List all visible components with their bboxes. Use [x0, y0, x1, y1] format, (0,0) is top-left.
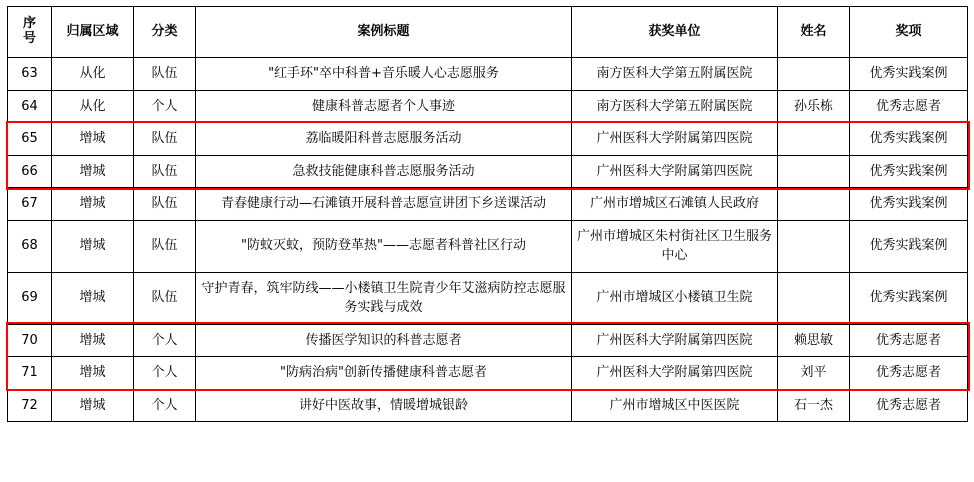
cell-title: 讲好中医故事，情暖增城银龄 [196, 389, 572, 422]
cell-award: 优秀志愿者 [850, 389, 968, 422]
cell-region: 增城 [52, 123, 134, 156]
column-header-seq-line2: 号 [22, 31, 36, 46]
column-header-org: 获奖单位 [572, 7, 778, 58]
cell-title: 荔临暖阳科普志愿服务活动 [196, 123, 572, 156]
cell-type: 队伍 [134, 188, 196, 221]
cell-region: 从化 [52, 90, 134, 123]
cell-seq: 71 [8, 357, 52, 390]
table-row [8, 58, 968, 91]
table-header [8, 7, 968, 58]
cell-org: 南方医科大学第五附属医院 [572, 90, 778, 123]
cell-award: 优秀实践案例 [850, 58, 968, 91]
cell-region: 增城 [52, 188, 134, 221]
cell-org: 南方医科大学第五附属医院 [572, 58, 778, 91]
column-header-type: 分类 [134, 7, 196, 58]
cell-type: 队伍 [134, 123, 196, 156]
cell-region: 从化 [52, 58, 134, 91]
cell-org: 广州市增城区中医医院 [572, 389, 778, 422]
column-header-name: 姓名 [778, 7, 850, 58]
table-row [8, 188, 968, 221]
cell-name [778, 155, 850, 188]
cell-name [778, 220, 850, 272]
table-row [8, 272, 968, 324]
table-row [8, 324, 968, 357]
cell-type: 个人 [134, 357, 196, 390]
cell-type: 个人 [134, 389, 196, 422]
cell-award: 优秀志愿者 [850, 324, 968, 357]
cell-name: 刘平 [778, 357, 850, 390]
cell-org: 广州市增城区朱村街社区卫生服务中心 [572, 220, 778, 272]
cell-name: 石一杰 [778, 389, 850, 422]
cell-seq: 70 [8, 324, 52, 357]
column-header-title: 案例标题 [196, 7, 572, 58]
cell-award: 优秀实践案例 [850, 123, 968, 156]
cell-seq: 72 [8, 389, 52, 422]
cell-org: 广州医科大学附属第四医院 [572, 155, 778, 188]
cell-type: 队伍 [134, 58, 196, 91]
cell-title: 健康科普志愿者个人事迹 [196, 90, 572, 123]
cell-name [778, 58, 850, 91]
cell-name [778, 123, 850, 156]
cell-award: 优秀实践案例 [850, 220, 968, 272]
column-header-award: 奖项 [850, 7, 968, 58]
cell-title: "防蚊灭蚊，预防登革热"——志愿者科普社区行动 [196, 220, 572, 272]
cell-title: 青春健康行动—石滩镇开展科普志愿宣讲团下乡送课活动 [196, 188, 572, 221]
cell-org: 广州医科大学附属第四医院 [572, 324, 778, 357]
cell-seq: 66 [8, 155, 52, 188]
cell-org: 广州医科大学附属第四医院 [572, 123, 778, 156]
table-row [8, 220, 968, 272]
cell-type: 队伍 [134, 155, 196, 188]
column-header-region: 归属区域 [52, 7, 134, 58]
table-body [8, 58, 968, 422]
cell-type: 队伍 [134, 272, 196, 324]
cell-org: 广州市增城区石滩镇人民政府 [572, 188, 778, 221]
cell-org: 广州市增城区小楼镇卫生院 [572, 272, 778, 324]
cell-award: 优秀志愿者 [850, 90, 968, 123]
award-table [7, 6, 968, 422]
cell-region: 增城 [52, 357, 134, 390]
cell-seq: 63 [8, 58, 52, 91]
table-header-row [8, 7, 968, 58]
cell-seq: 64 [8, 90, 52, 123]
table-row [8, 90, 968, 123]
cell-name [778, 272, 850, 324]
cell-name [778, 188, 850, 221]
table-row [8, 357, 968, 390]
cell-region: 增城 [52, 220, 134, 272]
column-header-seq-line1: 序 [22, 16, 36, 32]
cell-award: 优秀实践案例 [850, 155, 968, 188]
cell-region: 增城 [52, 272, 134, 324]
table-row [8, 155, 968, 188]
cell-org: 广州医科大学附属第四医院 [572, 357, 778, 390]
table-row [8, 389, 968, 422]
cell-award: 优秀实践案例 [850, 272, 968, 324]
table-row [8, 123, 968, 156]
cell-region: 增城 [52, 389, 134, 422]
cell-name: 赖思敏 [778, 324, 850, 357]
cell-title: 守护青春，筑牢防线——小楼镇卫生院青少年艾滋病防控志愿服务实践与成效 [196, 272, 572, 324]
cell-title: 急救技能健康科普志愿服务活动 [196, 155, 572, 188]
cell-name: 孙乐栋 [778, 90, 850, 123]
cell-seq: 69 [8, 272, 52, 324]
cell-award: 优秀志愿者 [850, 357, 968, 390]
cell-type: 队伍 [134, 220, 196, 272]
cell-region: 增城 [52, 324, 134, 357]
cell-award: 优秀实践案例 [850, 188, 968, 221]
cell-region: 增城 [52, 155, 134, 188]
column-header-seq [8, 7, 52, 58]
cell-seq: 67 [8, 188, 52, 221]
cell-title: "红手环"卒中科普+音乐暖人心志愿服务 [196, 58, 572, 91]
cell-type: 个人 [134, 324, 196, 357]
cell-title: "防病治病"创新传播健康科普志愿者 [196, 357, 572, 390]
cell-type: 个人 [134, 90, 196, 123]
cell-seq: 65 [8, 123, 52, 156]
cell-title: 传播医学知识的科普志愿者 [196, 324, 572, 357]
cell-seq: 68 [8, 220, 52, 272]
